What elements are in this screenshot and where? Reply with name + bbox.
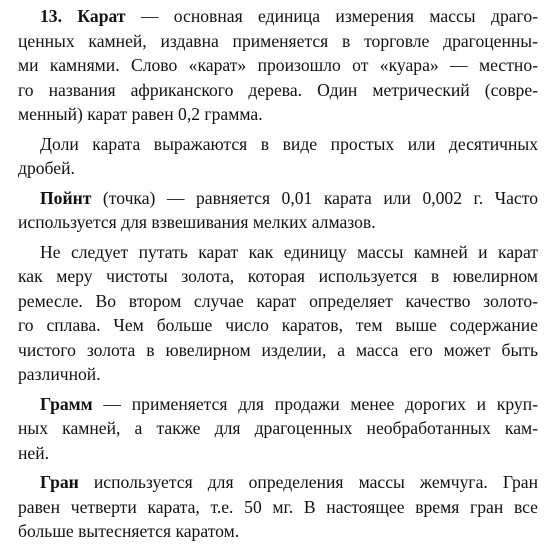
text-line (18, 4, 538, 29)
text-line (18, 470, 538, 495)
paragraph-gram (18, 392, 538, 466)
term-carat: Карат (77, 6, 126, 26)
paragraph-carat (18, 4, 538, 127)
text-line: равен четверти карата, т.е. 50 мг. В настоящее время гран все (18, 496, 538, 517)
text-line: ней. (18, 442, 50, 463)
text-line: го названия африканского дерева. Один метрический (совре- (18, 79, 538, 100)
paragraph-grain (18, 470, 538, 544)
text-line: го сплава. Чем больше число каратов, тем выше содержание (18, 315, 538, 335)
term-gram: Грамм (40, 393, 93, 414)
text-segment: — применяется для продажи менее дорогих и круп- (92, 393, 538, 414)
text-line: чистого золота в ювелирном изделии, а масса его может быть (18, 339, 538, 360)
text-line (18, 186, 538, 211)
term-grain: Гран (40, 472, 79, 492)
text-line: ных камней, а также для драгоценных необработанных кам- (18, 418, 538, 438)
section-number: 13. (40, 6, 62, 26)
text-line: больше вытесняется каратом. (18, 521, 240, 541)
term-point: Пойнт (40, 187, 92, 208)
text-line: ценных камней, издавна применяется в торговле драгоценны- (18, 30, 538, 51)
text-line: Доли карата выражаются в виде простых или десятичных (40, 133, 538, 154)
text-line: используется для взвешивания мелких алмазов. (18, 212, 376, 232)
text-line: менный) карат равен 0,2 грамма. (18, 104, 263, 124)
text-line: дробей. (18, 158, 75, 178)
paragraph-point (18, 186, 538, 235)
text-line: как меру чистоты золота, которая используется в ювелирном (18, 266, 538, 286)
text-line (18, 392, 538, 417)
text-segment: — основная единица измерения массы драго- (125, 6, 538, 26)
paragraph-fractions (18, 132, 538, 181)
document-page (18, 4, 538, 544)
text-line: различной. (18, 364, 101, 384)
text-segment: используется для определения массы жемчуга. Гран (78, 472, 538, 492)
paragraph-gold-carat (18, 240, 538, 387)
text-segment: (точка) — равняется 0,01 карата или 0,002 г. Часто (91, 187, 538, 208)
text-line: Не следует путать карат как единицу массы камней и карат (40, 241, 538, 262)
text-line: ремесле. Во втором случае карат определяет качество золото- (18, 290, 538, 311)
text-line: ми камнями. Слово «карат» произошло от «куара» — местно- (18, 55, 538, 75)
